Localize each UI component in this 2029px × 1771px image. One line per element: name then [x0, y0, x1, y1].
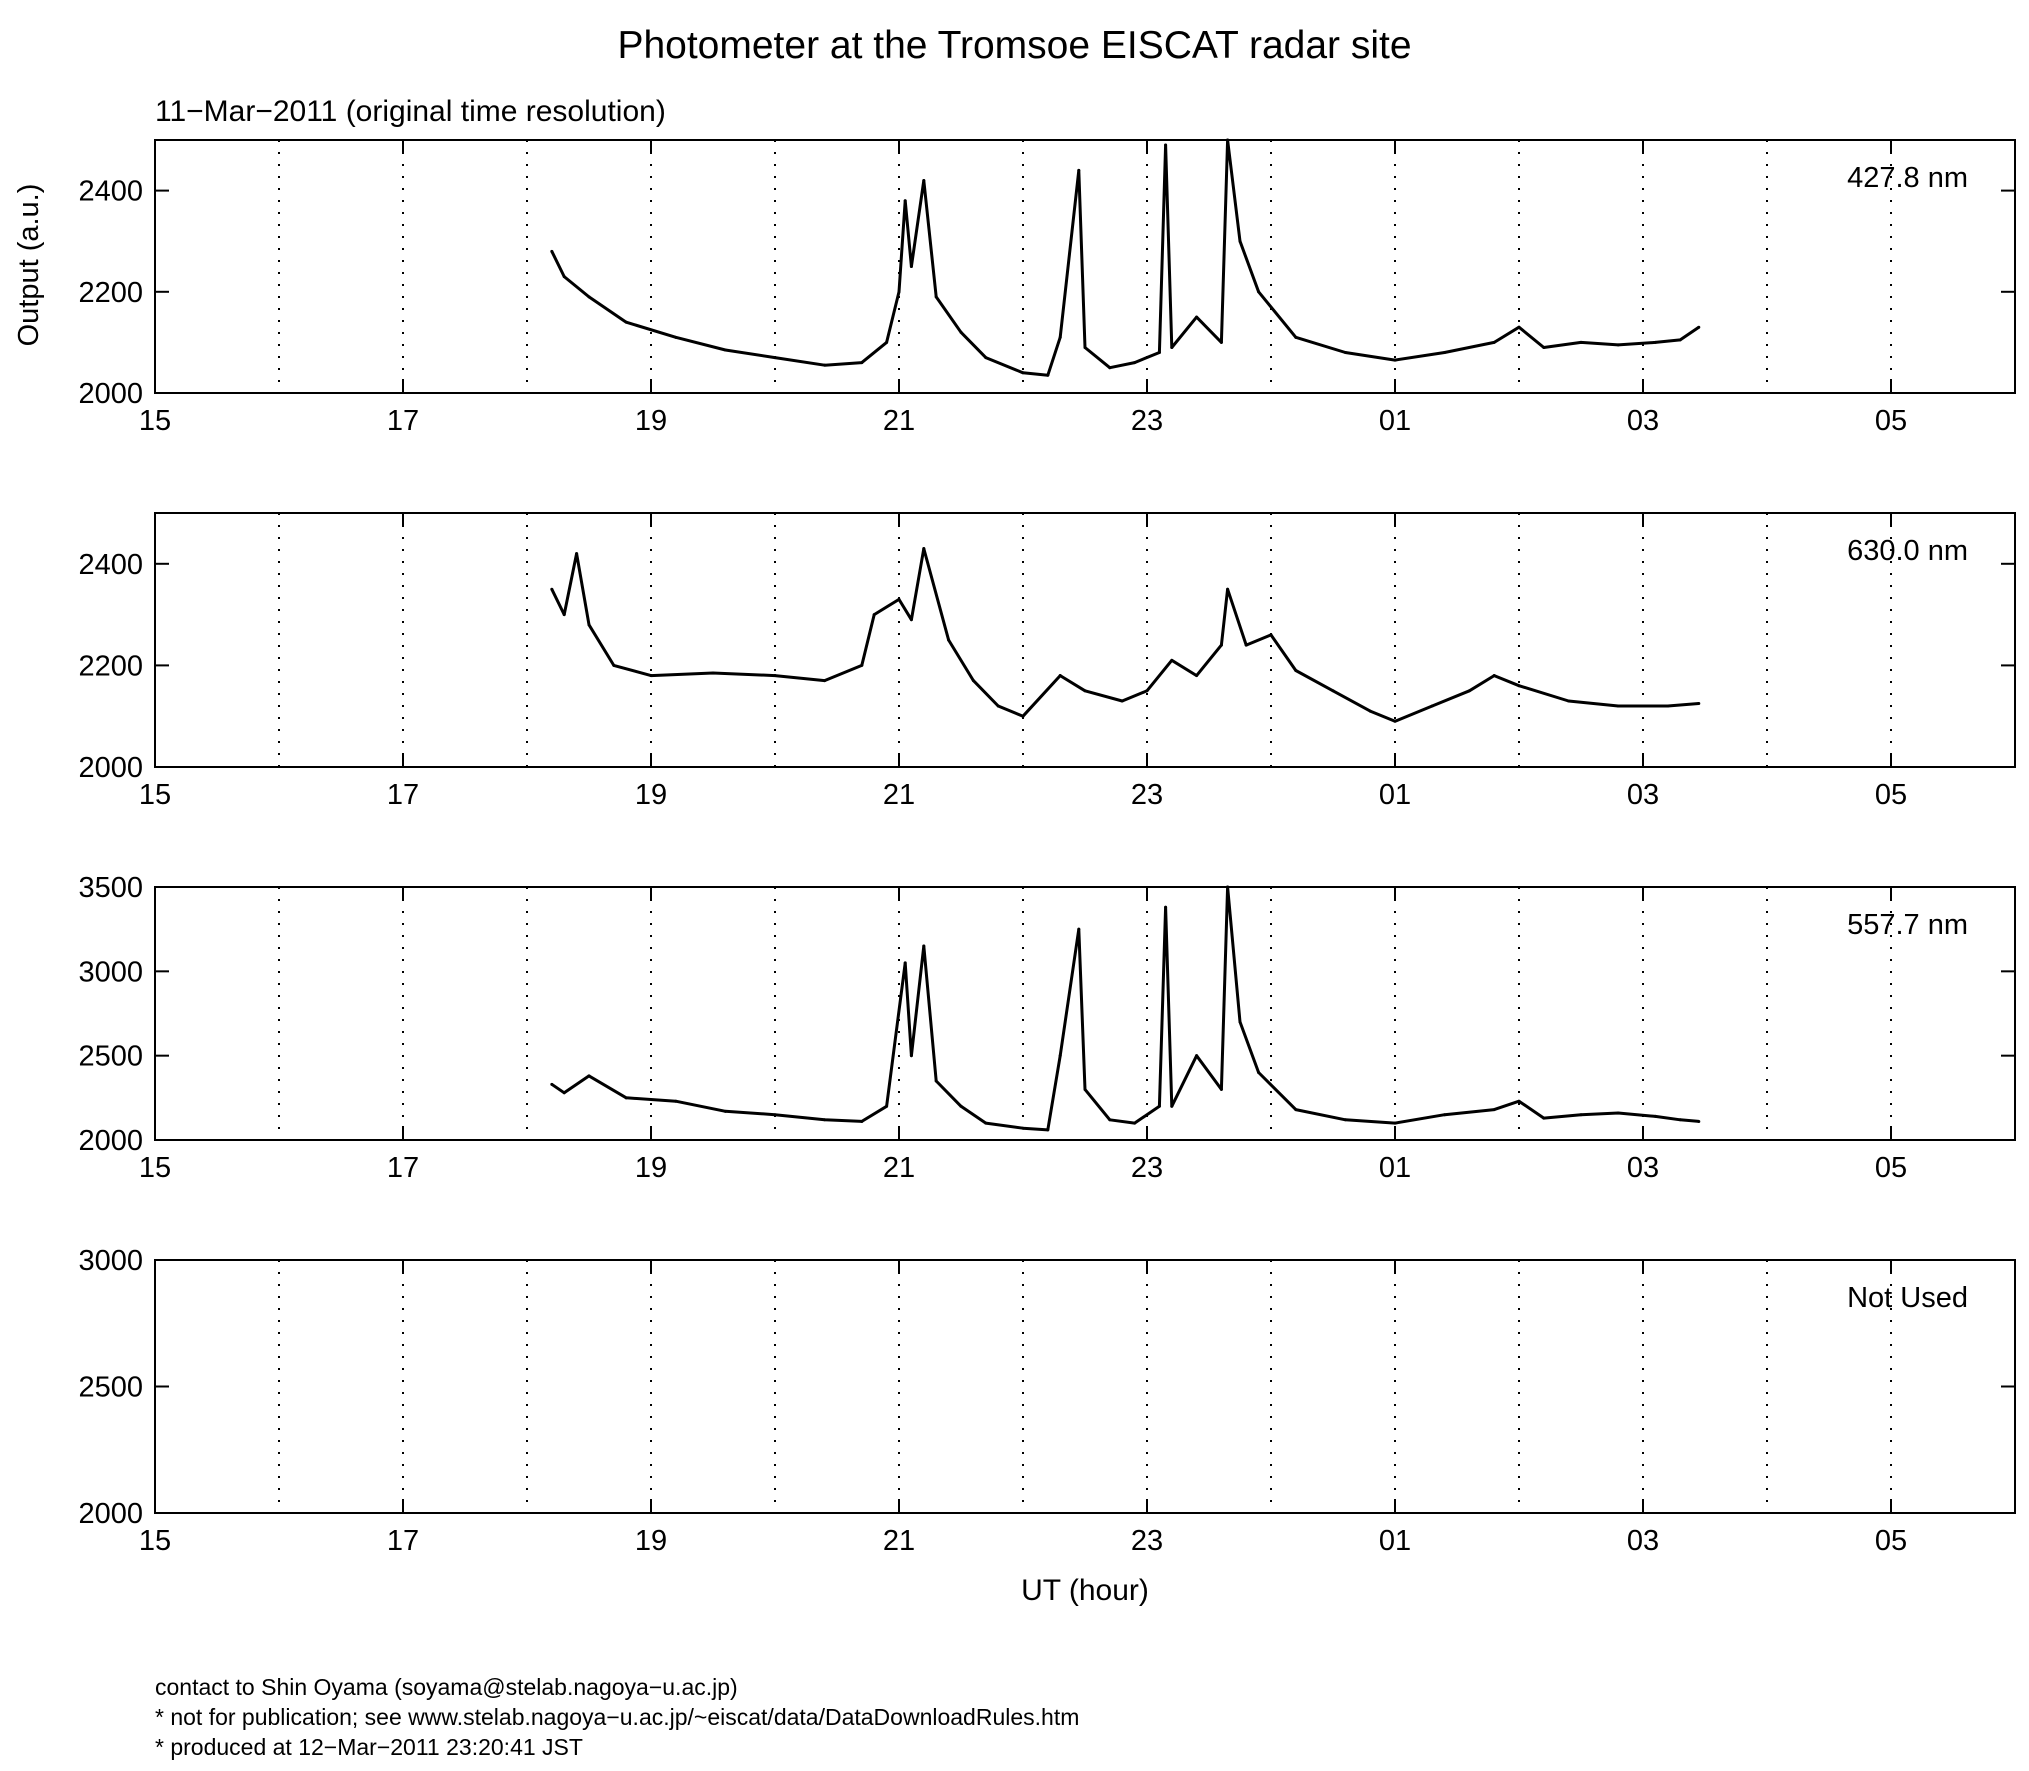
panel-2-data-point — [873, 613, 876, 616]
panel-3-x-tick-label: 21 — [882, 1152, 916, 1184]
panel-2-data-point — [972, 679, 975, 682]
panel-1-data-point — [1654, 341, 1657, 344]
panel-3-data-point — [922, 945, 925, 948]
panel-2-data-point — [1022, 715, 1025, 718]
panel-1-data-point — [1257, 290, 1260, 293]
panel-4-y-tick-label: 3000 — [78, 1245, 143, 1277]
chart-subtitle: 11−Mar−2011 (original time resolution) — [155, 95, 666, 128]
panel-3-axes-frame — [155, 887, 2015, 1140]
panel-2-data-point — [1697, 702, 1700, 705]
panel-3-x-tick-label: 17 — [386, 1152, 420, 1184]
panel-3-data-point — [563, 1091, 566, 1094]
panel-1-data-point — [1294, 336, 1297, 339]
panel-3-data-point — [625, 1096, 628, 1099]
panel-4-channel-label: Not Used — [1847, 1282, 1968, 1314]
chart-title: Photometer at the Tromsoe EISCAT radar site — [617, 24, 1412, 67]
panel-3-data-point — [960, 1105, 963, 1108]
panel-1-x-tick-label: 01 — [1378, 405, 1412, 437]
panel-4-x-tick-label: 21 — [882, 1525, 916, 1557]
panel-1-data-point — [1542, 346, 1545, 349]
panel-2-data-point — [910, 618, 913, 621]
panel-1-y-tick-label: 2400 — [78, 175, 143, 208]
panel-3-data-point — [1518, 1100, 1521, 1103]
panel-2-channel-label: 630.0 nm — [1847, 535, 1968, 567]
panel-4-axes-frame — [155, 1260, 2015, 1513]
panel-1-x-tick-label: 03 — [1626, 405, 1660, 437]
panel-1-data-point — [898, 290, 901, 293]
panel-1-x-tick-label: 15 — [138, 405, 172, 437]
panel-1-data-point — [910, 265, 913, 268]
panel-1-x-tick-label: 21 — [882, 405, 916, 437]
panel-1-axes-frame — [155, 140, 2015, 393]
panel-3-data-point — [1239, 1020, 1242, 1023]
footer-contact: contact to Shin Oyama (soyama@stelab.nagoya−u.ac.jp) — [155, 1674, 738, 1700]
panel-1-data-point — [984, 356, 987, 359]
panel-2-data-point — [1170, 659, 1173, 662]
panel-1-data-point — [1059, 336, 1062, 339]
panel-1-data-point — [860, 361, 863, 364]
panel-3-data-point — [1443, 1113, 1446, 1116]
panel-2-data-point — [1059, 674, 1062, 677]
panel-3-data-point — [550, 1083, 553, 1086]
panel-3-data-point — [910, 1054, 913, 1057]
panel-3-y-tick-label: 3500 — [78, 872, 143, 904]
panel-3-data-point — [1195, 1054, 1198, 1057]
panel-2-data-point — [1369, 710, 1372, 713]
panel-1-data-point — [1158, 351, 1161, 354]
panel-2-data-point — [575, 552, 578, 555]
panel-3-x-tick-label: 05 — [1874, 1152, 1908, 1184]
panel-3-y-tick-label: 2500 — [78, 1040, 143, 1073]
panel-3-data-point — [1542, 1117, 1545, 1120]
panel-1-data-point — [1084, 346, 1087, 349]
panel-1-data-point — [1518, 326, 1521, 329]
panel-3-data-point — [1654, 1115, 1657, 1118]
panel-1-data-point — [1697, 326, 1700, 329]
panel-2-data-point — [1121, 699, 1124, 702]
panel-2-y-tick-label: 2000 — [78, 752, 143, 784]
panel-1-data-point — [1344, 351, 1347, 354]
panel-1-x-tick-label: 19 — [634, 405, 668, 437]
panel-1-data-point — [1239, 240, 1242, 243]
panel-3-data-point — [1344, 1118, 1347, 1121]
panel-4-x-tick-label: 05 — [1874, 1525, 1908, 1557]
panel-2-data-point — [1220, 644, 1223, 647]
panel-2-data-point — [550, 588, 553, 591]
panel-2-data-point — [922, 547, 925, 550]
panel-3-data-point — [1059, 1054, 1062, 1057]
panel-1-data-point — [1108, 366, 1111, 369]
panel-3-data-point — [935, 1079, 938, 1082]
panel-4-x-tick-label: 23 — [1130, 1525, 1164, 1557]
panel-3-data-point — [1617, 1112, 1620, 1115]
panel-1-data-point — [922, 179, 925, 182]
panel-2-x-tick-label: 15 — [138, 779, 172, 811]
panel-3-data-point — [1679, 1118, 1682, 1121]
panel-2-axes-frame — [155, 513, 2015, 767]
panel-1-data-point — [1022, 371, 1025, 374]
panel-3-data-point — [1022, 1127, 1025, 1130]
panel-1-data-point — [625, 321, 628, 324]
panel-3-data-point — [1046, 1128, 1049, 1131]
panel-3-data-point — [1394, 1122, 1397, 1125]
panel-3-x-tick-label: 15 — [138, 1152, 172, 1184]
panel-1-data-point — [674, 336, 677, 339]
panel-2-data-point — [898, 598, 901, 601]
panel-1-data-point — [935, 295, 938, 298]
panel-3-data-point — [1257, 1071, 1260, 1074]
panel-2-data-point — [947, 639, 950, 642]
panel-1-data-point — [1394, 359, 1397, 362]
panel-2-data-point — [1493, 674, 1496, 677]
panel-1-data-point — [1493, 341, 1496, 344]
panel-2-x-tick-label: 17 — [386, 779, 420, 811]
panel-1-data-point — [1164, 144, 1167, 147]
panel-3-data-point — [774, 1113, 777, 1116]
panel-2-data-point — [774, 674, 777, 677]
panel-2-x-tick-label: 19 — [634, 779, 668, 811]
panel-4-y-tick-label: 2500 — [78, 1371, 143, 1404]
panel-3-data-point — [823, 1118, 826, 1121]
panel-2-data-point — [1394, 720, 1397, 723]
panel-2-data-point — [1518, 684, 1521, 687]
panel-3-data-point — [1133, 1122, 1136, 1125]
panel-1-x-tick-label: 17 — [386, 405, 420, 437]
panel-1-data-point — [1046, 374, 1049, 377]
panel-2-data-point — [650, 674, 653, 677]
panel-4-y-tick-label: 2000 — [78, 1498, 143, 1530]
panel-3-data-point — [885, 1105, 888, 1108]
panel-2-data-point — [1666, 705, 1669, 708]
panel-3-y-tick-label: 2000 — [78, 1125, 143, 1157]
panel-3-data-point — [1158, 1105, 1161, 1108]
y-axis-label: Output (a.u.) — [13, 183, 45, 347]
panel-1-data-point — [1443, 351, 1446, 354]
panel-3-data-point — [904, 961, 907, 964]
panel-2-data-point — [1146, 689, 1149, 692]
panel-2-data-point — [1270, 633, 1273, 636]
panel-2-data-point — [1084, 689, 1087, 692]
panel-3-channel-label: 557.7 nm — [1847, 909, 1968, 941]
panel-3-data-point — [1108, 1118, 1111, 1121]
panel-1-series-line — [552, 140, 1699, 375]
panel-2-x-tick-label: 03 — [1626, 779, 1660, 811]
panel-1-data-point — [774, 356, 777, 359]
footer-publication-note: * not for publication; see www.stelab.nagoya−u.ac.jp/~eiscat/data/DataDownloadRules.htm — [155, 1704, 1080, 1730]
panel-2-data-point — [1294, 669, 1297, 672]
footer — [155, 1672, 1079, 1762]
panel-1-data-point — [588, 295, 591, 298]
panel-1-data-point — [823, 364, 826, 367]
panel-2-data-point — [563, 613, 566, 616]
panel-2-data-point — [612, 664, 615, 667]
panel-4-x-tick-label: 01 — [1378, 1525, 1412, 1557]
panel-1-data-point — [563, 275, 566, 278]
panel-3-data-point — [1077, 928, 1080, 931]
panel-1-data-point — [550, 250, 553, 253]
panel-3-series-line — [552, 887, 1699, 1130]
panel-2-data-point — [860, 664, 863, 667]
panel-1-y-tick-label: 2200 — [78, 276, 143, 309]
panel-2-data-point — [1195, 674, 1198, 677]
panel-2-data-point — [1245, 644, 1248, 647]
panel-4-x-tick-label: 17 — [386, 1525, 420, 1557]
panel-1-data-point — [1077, 169, 1080, 172]
panel-2-data-point — [823, 679, 826, 682]
panel-4-x-tick-label: 19 — [634, 1525, 668, 1557]
panel-3-data-point — [1220, 1088, 1223, 1091]
panel-2-x-tick-label: 05 — [1874, 779, 1908, 811]
panel-2-series-line — [552, 549, 1699, 722]
panel-2-x-tick-label: 01 — [1378, 779, 1412, 811]
panel-3-data-point — [674, 1100, 677, 1103]
panel-3-data-point — [1170, 1105, 1173, 1108]
panel-3-data-point — [984, 1122, 987, 1125]
panel-2-data-point — [588, 623, 591, 626]
panel-2-data-point — [1332, 689, 1335, 692]
panel-3-data-point — [1697, 1120, 1700, 1123]
panel-3-data-point — [1493, 1108, 1496, 1111]
panel-2-data-point — [1567, 699, 1570, 702]
panel-1-x-tick-label: 23 — [1130, 405, 1164, 437]
panel-2-x-tick-label: 21 — [882, 779, 916, 811]
panel-1-data-point — [724, 348, 727, 351]
panel-1-data-point — [1679, 338, 1682, 341]
panel-1-data-point — [1220, 341, 1223, 344]
panel-4-x-tick-label: 15 — [138, 1525, 172, 1557]
panel-1-data-point — [1133, 361, 1136, 364]
panel-3-data-point — [1580, 1113, 1583, 1116]
panel-2-data-point — [712, 672, 715, 675]
panel-1-data-point — [1195, 316, 1198, 319]
panel-2-x-tick-label: 23 — [1130, 779, 1164, 811]
panel-1-data-point — [904, 199, 907, 202]
panel-1-data-point — [885, 341, 888, 344]
panel-3-data-point — [588, 1074, 591, 1077]
panel-1-data-point — [1170, 346, 1173, 349]
panel-2-data-point — [1226, 588, 1229, 591]
panel-2-y-tick-label: 2200 — [78, 650, 143, 683]
panel-2-data-point — [1617, 705, 1620, 708]
panel-2-data-point — [1468, 689, 1471, 692]
panel-3-data-point — [1164, 906, 1167, 909]
panel-3-data-point — [724, 1110, 727, 1113]
panel-3-x-tick-label: 23 — [1130, 1152, 1164, 1184]
panel-1-x-tick-label: 05 — [1874, 405, 1908, 437]
panel-1-data-point — [1580, 341, 1583, 344]
panel-2-y-tick-label: 2400 — [78, 548, 143, 581]
panel-3-data-point — [1084, 1088, 1087, 1091]
panel-3-y-tick-label: 3000 — [78, 956, 143, 989]
panel-2-data-point — [997, 705, 1000, 708]
panel-1-channel-label: 427.8 nm — [1847, 162, 1968, 194]
panel-1-data-point — [1617, 343, 1620, 346]
panel-3-x-tick-label: 01 — [1378, 1152, 1412, 1184]
panel-3-data-point — [1294, 1108, 1297, 1111]
x-axis-label: UT (hour) — [1021, 1574, 1149, 1607]
panel-3-x-tick-label: 19 — [634, 1152, 668, 1184]
panel-4-x-tick-label: 03 — [1626, 1525, 1660, 1557]
panel-2-data-point — [1431, 705, 1434, 708]
footer-produced-time: * produced at 12−Mar−2011 23:20:41 JST — [155, 1734, 583, 1760]
panel-3-data-point — [860, 1120, 863, 1123]
panel-1-data-point — [960, 331, 963, 334]
panel-1-y-tick-label: 2000 — [78, 378, 143, 410]
panel-3-x-tick-label: 03 — [1626, 1152, 1660, 1184]
